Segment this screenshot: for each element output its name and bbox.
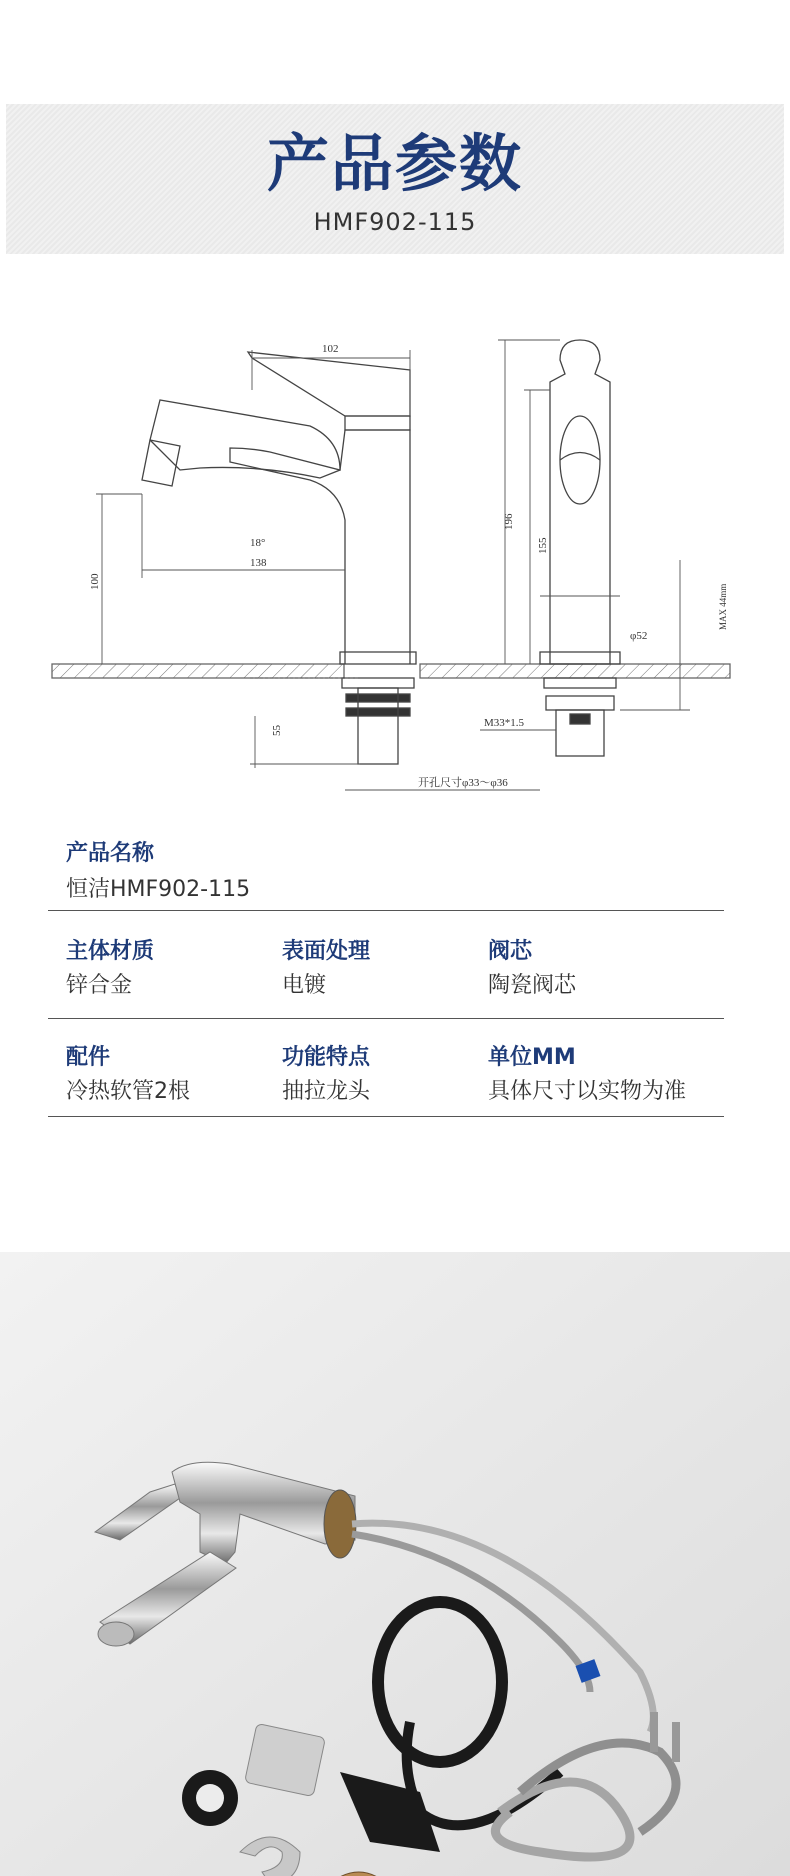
finish-label: 表面处理 bbox=[282, 939, 371, 964]
dim-max-deck: MAX 44mm bbox=[718, 583, 728, 630]
material-value: 锌合金 bbox=[66, 973, 133, 998]
product-name-value: 恒洁HMF902-115 bbox=[66, 877, 251, 902]
unit-value: 具体尺寸以实物为准 bbox=[488, 1079, 687, 1104]
divider bbox=[48, 1018, 724, 1019]
dim-angle: 18° bbox=[250, 537, 266, 549]
dim-base-diameter: φ52 bbox=[630, 630, 648, 642]
finish-value: 电镀 bbox=[282, 973, 327, 998]
dim-thread: M33*1.5 bbox=[484, 717, 525, 729]
technical-drawing bbox=[40, 330, 750, 800]
spec-row-2 bbox=[48, 1040, 724, 1110]
product-photo bbox=[0, 1252, 790, 1876]
accessories-value: 冷热软管2根 bbox=[66, 1079, 190, 1104]
dim-side-height: 155 bbox=[537, 537, 549, 554]
spec-name-block bbox=[48, 836, 724, 916]
divider bbox=[48, 1116, 724, 1117]
cartridge-value: 陶瓷阀芯 bbox=[488, 973, 577, 998]
feature-value: 抽拉龙头 bbox=[282, 1079, 371, 1104]
spec-row-1 bbox=[48, 934, 724, 1004]
dim-hole-size: 开孔尺寸φ33～φ36 bbox=[418, 777, 508, 789]
model-number: HMF902-115 bbox=[313, 208, 477, 236]
dim-top-width: 102 bbox=[322, 343, 339, 355]
material-label: 主体材质 bbox=[66, 939, 155, 964]
dim-spout-height: 100 bbox=[89, 573, 101, 590]
unit-label: 单位MM bbox=[488, 1045, 576, 1070]
dim-total-height: 196 bbox=[503, 513, 515, 530]
page-title: 产品参数 bbox=[266, 127, 523, 200]
dim-spout-reach: 138 bbox=[250, 557, 267, 569]
product-name-label: 产品名称 bbox=[66, 841, 155, 866]
cartridge-label: 阀芯 bbox=[488, 939, 533, 964]
feature-label: 功能特点 bbox=[282, 1045, 371, 1070]
divider bbox=[48, 910, 724, 911]
dim-below-deck: 55 bbox=[271, 725, 283, 736]
accessories-label: 配件 bbox=[66, 1045, 111, 1070]
